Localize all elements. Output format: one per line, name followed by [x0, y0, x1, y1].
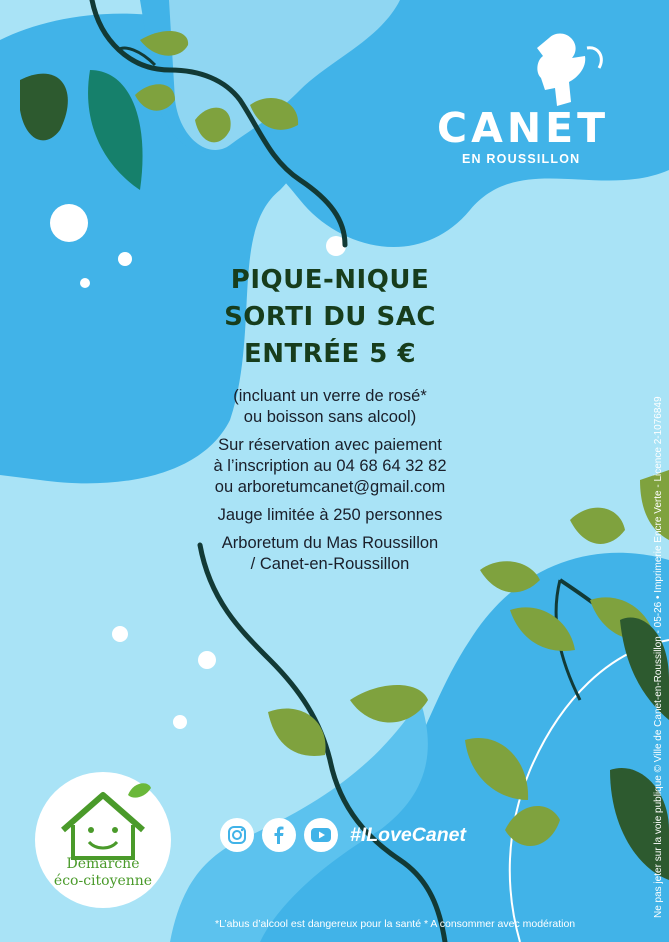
- capacity-info: [130, 505, 530, 526]
- social-bar: [220, 817, 466, 853]
- logo-wordmark: CANET: [437, 104, 610, 152]
- facebook-icon[interactable]: [262, 818, 296, 852]
- email-line: ou arboretumcanet@gmail.com: [214, 478, 446, 496]
- text-line: / Canet-en-Roussillon: [250, 555, 410, 573]
- text-line: ou boisson sans alcool): [243, 408, 417, 426]
- eco-citizen-badge: [33, 770, 173, 910]
- headline-line: ENTRÉE 5 €: [243, 339, 417, 369]
- phone-line: à l’inscription au 04 68 64 32 82: [213, 457, 447, 475]
- text-line: Sur réservation avec paiement: [218, 436, 442, 454]
- eco-badge-line1: Démarche: [66, 856, 140, 872]
- text-line: Arboretum du Mas Roussillon: [221, 534, 439, 552]
- text-line: (incluant un verre de rosé*: [233, 387, 427, 405]
- youtube-icon[interactable]: [304, 818, 338, 852]
- logo-subtitle: EN ROUSSILLON: [462, 152, 581, 166]
- reservation-info: [130, 435, 530, 498]
- event-details: [130, 386, 530, 582]
- text-line: Jauge limitée à 250 personnes: [217, 506, 443, 524]
- headline: [140, 262, 520, 373]
- print-legal-note: Ne pas jeter sur la voie publique © Ville de Canet-en-Roussillon - 05-26 • Imprimerie Encre Verte - Licence 2-1076849: [653, 396, 664, 918]
- headline-line: SORTI DU SAC: [224, 302, 436, 332]
- headline-line: PIQUE-NIQUE: [230, 265, 430, 295]
- hashtag: #ILoveCanet: [350, 823, 466, 846]
- instagram-icon[interactable]: [220, 818, 254, 852]
- eco-badge-line2: éco-citoyenne: [53, 873, 153, 889]
- alcohol-disclaimer: *L’abus d’alcool est dangereux pour la santé * A consommer avec modération: [215, 918, 576, 930]
- included-note: [130, 386, 530, 428]
- venue-info: [130, 533, 530, 575]
